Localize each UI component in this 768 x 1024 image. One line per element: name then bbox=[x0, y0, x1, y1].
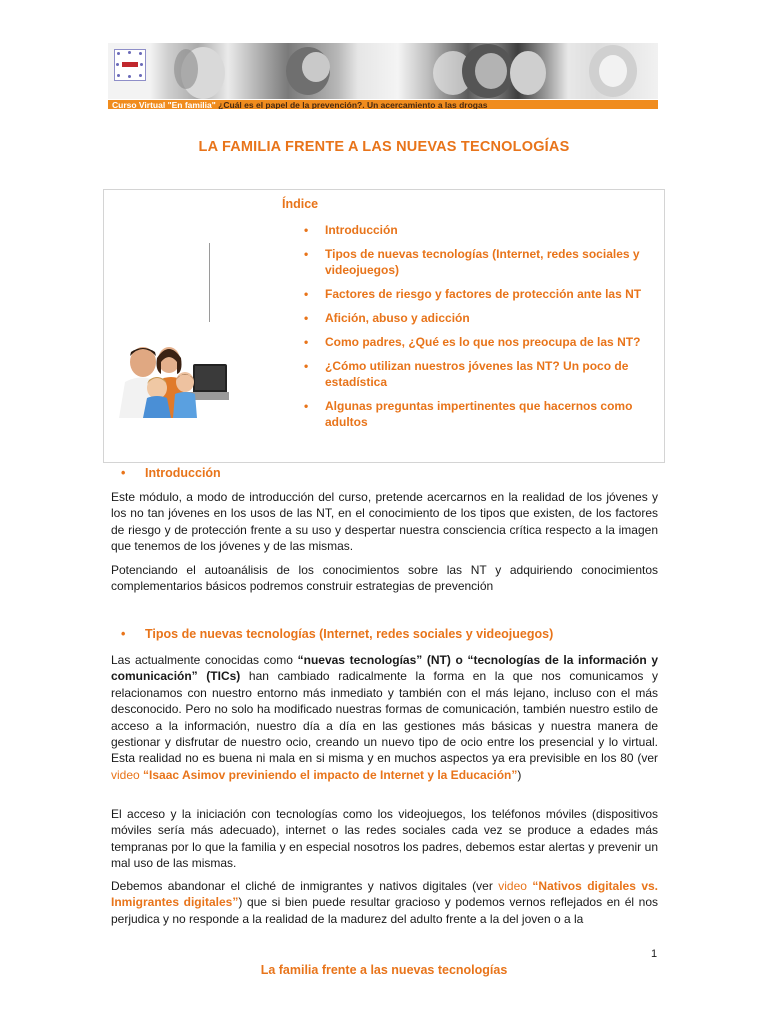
index-item[interactable]: • Como padres, ¿Qué es lo que nos preocupa de las NT? bbox=[304, 335, 641, 349]
asimov-video-link[interactable]: video “Isaac Asimov previniendo el impacto de Internet y la Educación” bbox=[111, 767, 518, 782]
bullet-icon: • bbox=[304, 287, 309, 301]
family-computer-photo bbox=[111, 322, 231, 418]
course-logo bbox=[114, 49, 146, 81]
index-heading: Índice bbox=[282, 197, 319, 211]
banner-course-question: ¿Cuál es el papel de la prevención?. Un acercamiento a las drogas bbox=[218, 100, 488, 109]
index-list bbox=[282, 222, 652, 438]
banner-photo-strip bbox=[108, 43, 658, 99]
bullet-icon: • bbox=[304, 311, 309, 325]
banner-caption-bar bbox=[108, 99, 658, 109]
banner-course-label: Curso Virtual "En familia" bbox=[112, 100, 216, 109]
bullet-icon: • bbox=[304, 335, 309, 349]
nativos-video-link[interactable]: video “Nativos digitales vs. Inmigrantes digitales” bbox=[111, 879, 658, 910]
section-heading-tipos: • Tipos de nuevas tecnologías (Internet, redes sociales y videojuegos) bbox=[121, 627, 554, 641]
page-number: 1 bbox=[651, 948, 658, 960]
tipos-paragraph-1: Las actualmente conocidas como “nuevas tecnologías” (NT) o “tecnologías de la información y comunicación” (TICs) han cambiado radicalmente la forma en la que nos comunicamos y relacionamos con nuestro entorno más inmediato y también con el más lejano, incluso con el más desconocido. Pero no solo ha modificado nuestras formas de comunicación, también nuestro estilo de acceso a la información, nuestro día a día en las gestiones más básicas y nuestra manera de gestionar y disfrutar de nuestro ocio, creando un nuevo tipo de ocio entre los presencial y lo virtual. Esta realidad no es buena ni mala en si misma y en muchos aspectos ya era previsible en los 80 (ver video “Isaac Asimov previniendo el impacto de Internet y la Educación”) bbox=[111, 653, 659, 782]
family-photos-image bbox=[108, 43, 658, 99]
index-box bbox=[103, 189, 665, 463]
bullet-icon: • bbox=[304, 359, 309, 373]
section-heading-intro: • Introducción bbox=[121, 466, 221, 480]
index-item[interactable]: • Afición, abuso y adicción bbox=[304, 311, 470, 325]
index-item[interactable]: • Tipos de nuevas tecnologías (Internet, redes sociales y videojuegos) bbox=[304, 247, 640, 277]
document-title: LA FAMILIA FRENTE A LAS NUEVAS TECNOLOGÍAS bbox=[198, 139, 570, 155]
bullet-icon: • bbox=[304, 223, 309, 237]
bullet-icon: • bbox=[304, 399, 309, 413]
index-item[interactable]: • Algunas preguntas impertinentes que hacernos como adultos bbox=[304, 399, 633, 429]
divider-line bbox=[209, 243, 210, 331]
bullet-icon: • bbox=[304, 247, 309, 261]
intro-paragraph-2: Potenciando el autoanálisis de los conocimientos sobre las NT y adquiriendo conocimientos complementarios básicos podremos construir estrategias de prevención bbox=[111, 563, 658, 594]
tipos-paragraph-3: Debemos abandonar el cliché de inmigrantes y nativos digitales (ver video “Nativos digitales vs. Inmigrantes digitales”) que si bien puede resultar gracioso y podemos vernos reflejados en él nos perjudica y no responde a la realidad de la madurez del adulto frente a la del joven o a la bbox=[111, 879, 659, 926]
index-item[interactable]: • Factores de riesgo y factores de protección ante las NT bbox=[304, 287, 642, 301]
index-item[interactable]: • ¿Cómo utilizan nuestros jóvenes las NT? Un poco de estadística bbox=[304, 359, 629, 389]
intro-paragraph-1: Este módulo, a modo de introducción del curso, pretende acercarnos en la realidad de los jóvenes y los no tan jóvenes en los usos de las NT, en el conocimiento de los tipos que existen, de los factores de riesgo y de protección frente a su uso y despertar nuestra consciencia crítica respecto a la imagen que tenemos de los jóvenes y de las mismas. bbox=[111, 490, 658, 554]
page-footer: La familia frente a las nuevas tecnologías bbox=[260, 963, 508, 977]
bold-terms: “nuevas tecnologías” (NT) o “tecnologías de la información y comunicación” (TICs) bbox=[111, 653, 659, 684]
index-item[interactable]: • Introducción bbox=[304, 223, 398, 237]
header-banner bbox=[108, 43, 658, 109]
tipos-paragraph-2: El acceso y la iniciación con tecnologías como los videojuegos, los teléfonos móviles (dispositivos móviles sería más adecuado), internet o las redes sociales cada vez se produce a edades más tempranas por lo que la familia y en especial nosotros los padres, debemos estar alertas y prevenir un mal uso de las mismas. bbox=[111, 807, 658, 871]
bullet-icon: • bbox=[121, 627, 126, 641]
bullet-icon: • bbox=[121, 466, 126, 480]
